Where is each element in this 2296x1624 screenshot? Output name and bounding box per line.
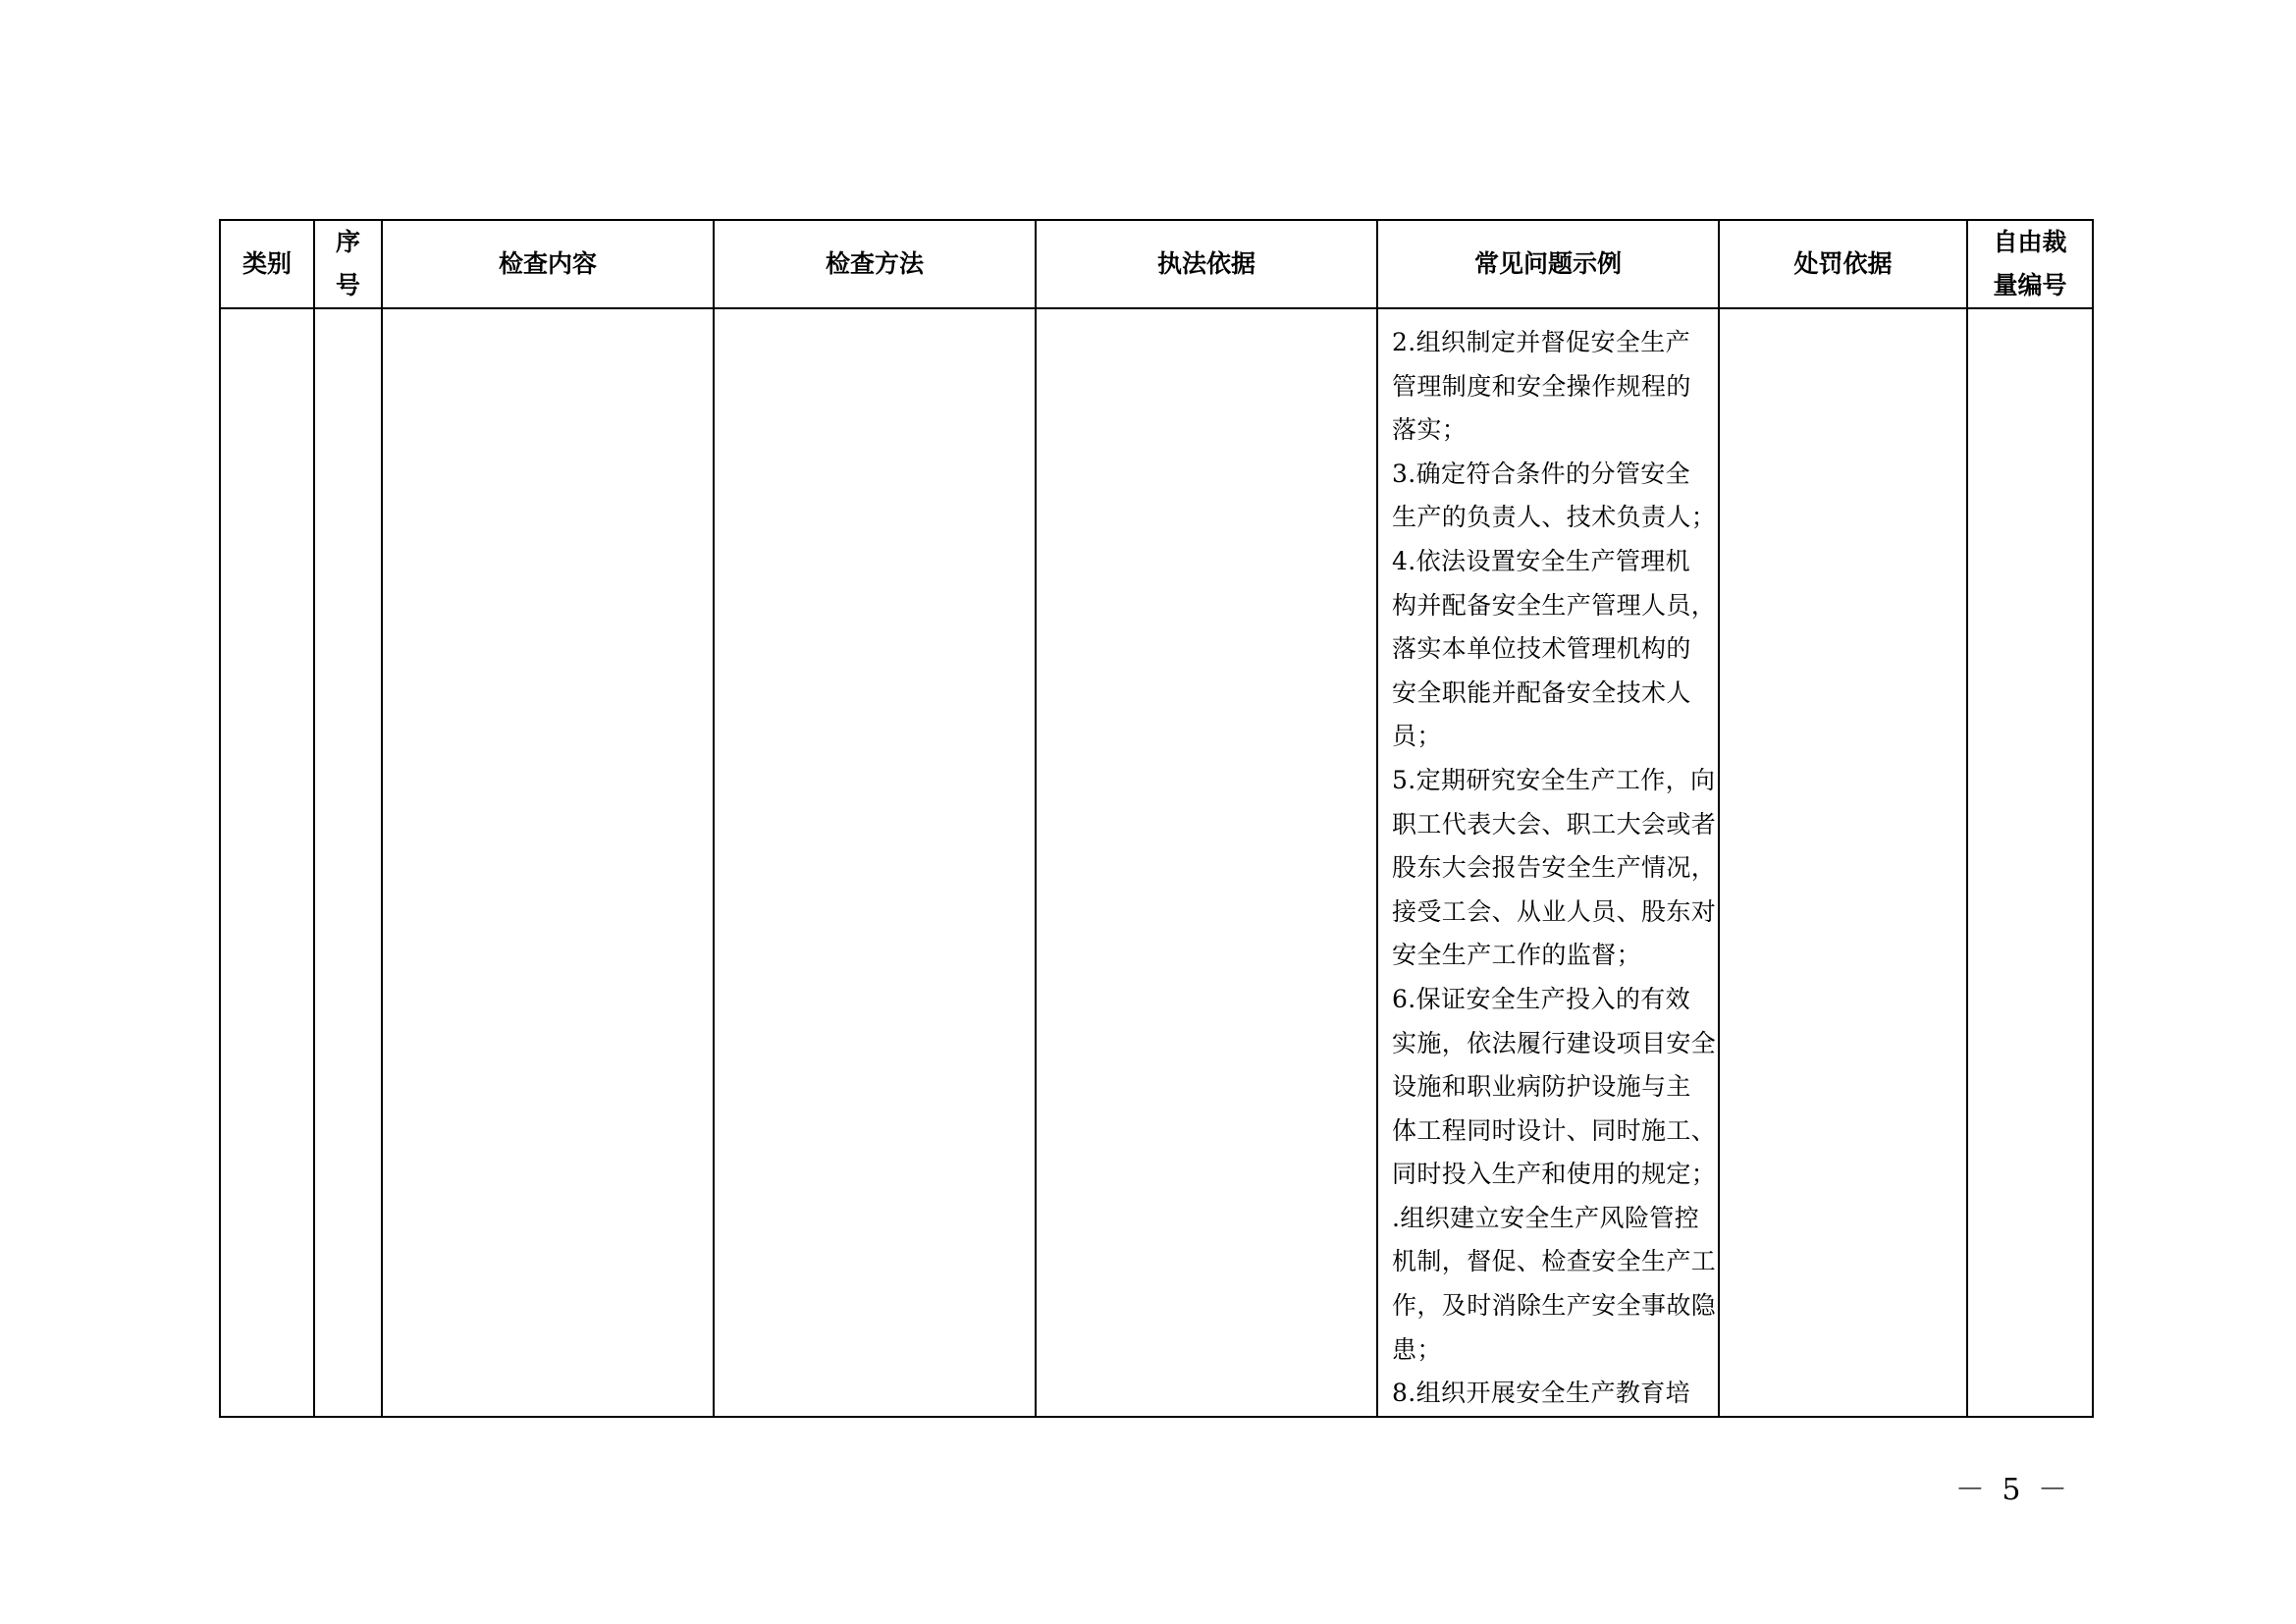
cell-inspection-method [714, 308, 1036, 1417]
issue-line: .组织建立安全生产风险管控 [1392, 1203, 1700, 1232]
issue-line: 5.定期研究安全生产工作，向 [1392, 765, 1716, 794]
issue-line: 6.保证安全生产投入的有效 [1392, 984, 1691, 1013]
cell-penalty-basis [1719, 308, 1967, 1417]
issue-line: 生产的负责人、技术负责人； [1392, 503, 1717, 532]
common-issues-list [1392, 309, 1717, 1416]
header-inspection-method: 检查方法 [714, 220, 1036, 308]
cell-inspection-content [382, 308, 714, 1417]
header-legal-basis: 执法依据 [1036, 220, 1377, 308]
header-discretion-line1: 自由裁 [1993, 228, 2067, 256]
issue-line: 股东大会报告安全生产情况， [1392, 853, 1717, 883]
issue-line: 安全生产工作的监督； [1392, 941, 1642, 970]
header-discretion-code [1967, 220, 2093, 308]
issue-line: 设施和职业病防护设施与主 [1392, 1072, 1691, 1102]
cell-sequence [314, 308, 382, 1417]
issue-line: 落实本单位技术管理机构的 [1392, 634, 1691, 664]
issue-line: 机制，督促、检查安全生产工 [1392, 1247, 1717, 1276]
issue-line: 落实； [1392, 415, 1468, 445]
header-category: 类别 [220, 220, 314, 308]
issue-line: 作，及时消除生产安全事故隐 [1392, 1291, 1717, 1321]
table-row [220, 308, 2093, 1417]
header-sequence-line2: 号 [335, 271, 360, 299]
inspection-table [219, 219, 2094, 1418]
header-sequence [314, 220, 382, 308]
issue-line: 职工代表大会、职工大会或者 [1392, 809, 1717, 839]
cell-category [220, 308, 314, 1417]
issue-line: 4.依法设置安全生产管理机 [1392, 546, 1691, 575]
issue-line: 8.组织开展安全生产教育培 [1392, 1379, 1691, 1408]
issue-line: 构并配备安全生产管理人员， [1392, 590, 1717, 620]
issue-line: 安全职能并配备安全技术人 [1392, 677, 1691, 707]
issue-line: 实施，依法履行建设项目安全 [1392, 1028, 1717, 1057]
header-common-issues: 常见问题示例 [1377, 220, 1719, 308]
issue-line: 管理制度和安全操作规程的 [1392, 371, 1691, 401]
header-penalty-basis: 处罚依据 [1719, 220, 1967, 308]
page-number: － 5 － [1954, 1473, 2071, 1507]
issue-line: 员； [1392, 722, 1442, 751]
cell-legal-basis [1036, 308, 1377, 1417]
issue-line: 2.组织制定并督促安全生产 [1392, 328, 1691, 356]
issue-line: 接受工会、从业人员、股东对 [1392, 896, 1717, 926]
header-inspection-content: 检查内容 [382, 220, 714, 308]
issue-line: 患； [1392, 1334, 1442, 1364]
header-discretion-line2: 量编号 [1993, 271, 2067, 299]
issue-line: 体工程同时设计、同时施工、 [1392, 1115, 1717, 1145]
issue-line: 同时投入生产和使用的规定； [1392, 1160, 1717, 1189]
issue-line: 3.确定符合条件的分管安全 [1392, 459, 1691, 488]
table-header-row [220, 220, 2093, 308]
cell-common-issues [1377, 308, 1719, 1417]
header-sequence-line1: 序 [335, 228, 360, 256]
cell-discretion-code [1967, 308, 2093, 1417]
